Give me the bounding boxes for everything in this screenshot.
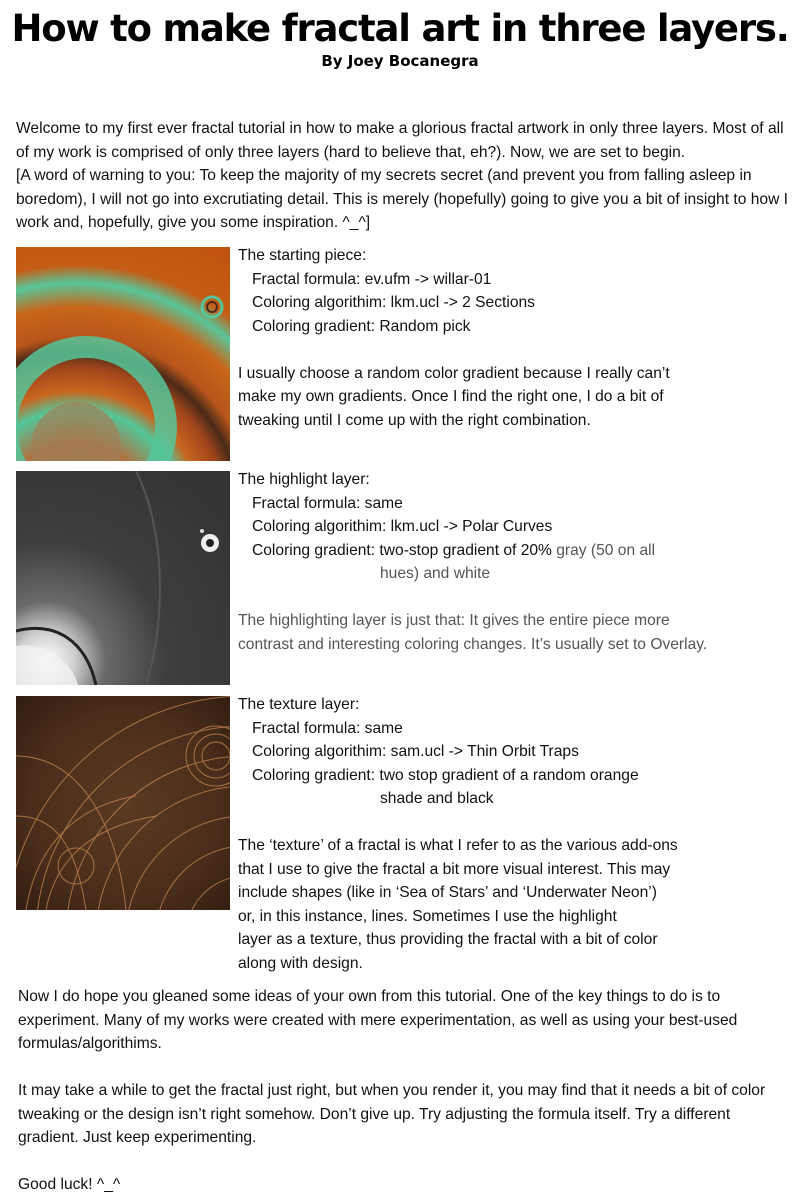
coloring-gradient: Coloring gradient: two stop gradient of a random orange (252, 766, 639, 784)
coloring-gradient-continued: hues) and white (380, 565, 491, 582)
body-line: contrast and interesting coloring changes. It’s usually set to Overlay. (238, 635, 708, 653)
sign-off: Good luck! ^_^ (18, 1176, 121, 1193)
coloring-gradient (238, 539, 778, 563)
intro (16, 117, 796, 235)
body-line: or, in this instance, lines. Sometimes I use the highlight (238, 907, 617, 925)
body-line: layer as a texture, thus providing the fractal with a bit of color (238, 931, 658, 948)
coloring-algorithm: Coloring algorithim: lkm.ucl -> Polar Curves (252, 518, 553, 535)
highlight-layer-image (16, 471, 230, 685)
body-line: include shapes (like in ‘Sea of Stars’ and ‘Underwater Neon’) (238, 884, 657, 901)
fractal-formula: Fractal formula: ev.ufm -> willar-01 (252, 270, 492, 288)
highlight-layer-section (238, 468, 778, 656)
conclusion-paragraph: It may take a while to get the fractal just right, but when you render it, you may find that it needs a bit of color tweaking or the design isn’t right somehow. Don’t give up. Try adjusting the formula itself. Try a different gradient. Just keep experimenting. (18, 1082, 766, 1146)
body-line: along with design. (238, 954, 363, 972)
texture-layer-section (238, 693, 778, 975)
intro-warning-paragraph: [A word of warning to you: To keep the majority of my secrets secret (and prevent you from falling asleep in boredom), I will not go into excrutiating detail. This is merely (hopefully) going to give you a bit of insight to how I work and, hopefully, give you some inspiration. ^_^] (16, 167, 788, 231)
intro-paragraph: Welcome to my first ever fractal tutorial in how to make a glorious fractal artwork in only three layers. Most of all of my work is comprised of only three layers (hard to believe that, eh?). Now, we are set to begin. (16, 120, 784, 161)
conclusion-paragraph: Now I do hope you gleaned some ideas of your own from this tutorial. One of the key things to do is to experiment. Many of my works were created with mere experimentation, as well as using your best-used formulas/algorithims. (18, 988, 738, 1052)
fractal-formula: Fractal formula: same (252, 494, 403, 512)
section-heading: The starting piece: (238, 247, 367, 264)
section-heading: The texture layer: (238, 696, 360, 713)
body-line: that I use to give the fractal a bit more visual interest. This may (238, 860, 671, 878)
fractal-formula: Fractal formula: same (252, 719, 403, 737)
body-line: The highlighting layer is just that: It gives the entire piece more (238, 612, 670, 629)
coloring-gradient-continued: shade and black (380, 790, 494, 807)
coloring-gradient-text: Coloring gradient: two-stop gradient of 20% (252, 541, 552, 559)
body-line: The ‘texture’ of a fractal is what I refer to as the various add-ons (238, 837, 678, 854)
author-byline: By Joey Bocanegra (321, 52, 479, 70)
coloring-algorithm: Coloring algorithim: lkm.ucl -> 2 Sections (252, 294, 535, 311)
starting-piece-section (238, 244, 778, 432)
coloring-algorithm: Coloring algorithim: sam.ucl -> Thin Orbit Traps (252, 743, 579, 760)
page-title: How to make fractal art in three layers. (11, 7, 789, 50)
coloring-gradient-gray-text: gray (50 on all (551, 541, 656, 559)
conclusion (18, 985, 788, 1197)
section-heading: The highlight layer: (238, 471, 370, 488)
coloring-gradient: Coloring gradient: Random pick (252, 317, 471, 335)
texture-layer-image (16, 696, 230, 910)
starting-piece-image (16, 247, 230, 461)
body-line: I usually choose a random color gradient because I really can’t (238, 364, 670, 382)
body-line: make my own gradients. Once I find the right one, I do a bit of (238, 388, 664, 405)
body-line: tweaking until I come up with the right combination. (238, 411, 591, 429)
